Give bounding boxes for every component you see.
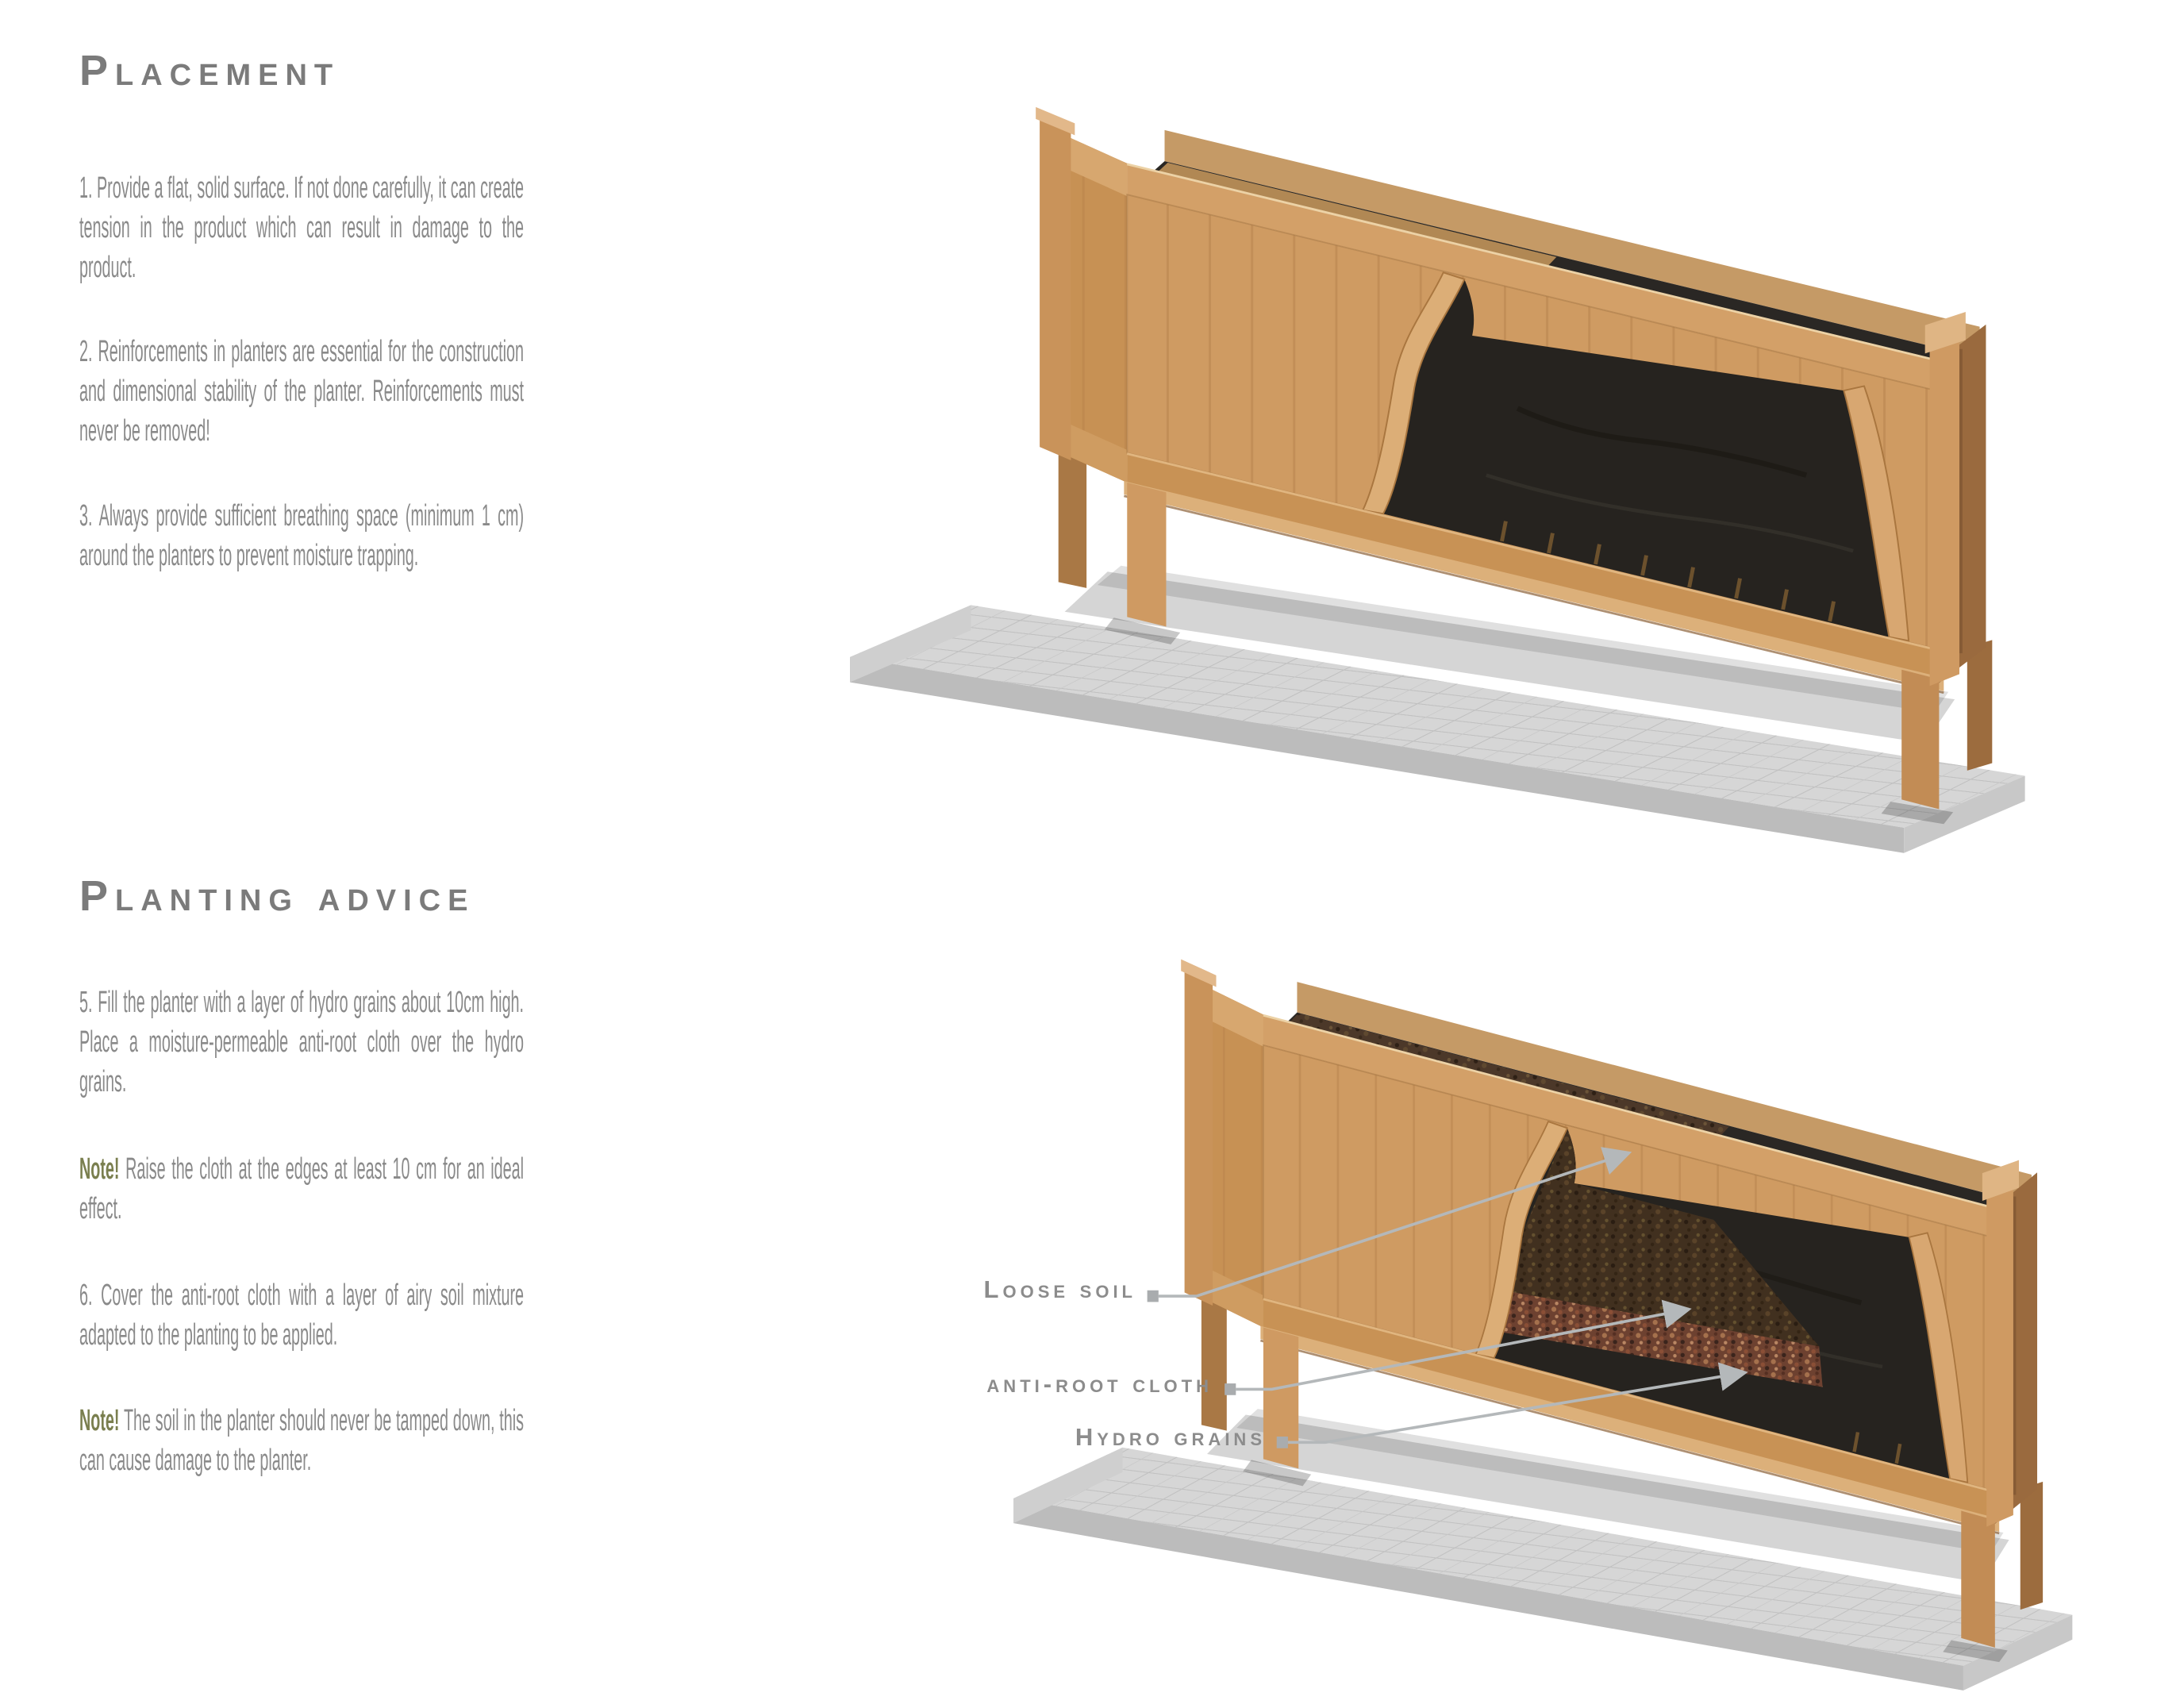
planter-figure-filled	[841, 913, 2143, 1698]
front-left-leg	[1127, 483, 1166, 626]
planter-figure-empty	[659, 60, 2103, 861]
loose-soil-marker	[1148, 1291, 1159, 1302]
placement-paragraph-3-text: 3. Always provide sufficient breathing space (minimum 1 cm) around the planters to prevent moisture trapping.	[79, 499, 525, 572]
note-text: Raise the cloth at the edges at least 10 cm for an ideal effect.	[79, 1152, 525, 1225]
planting-paragraph-6	[79, 1275, 524, 1355]
placement-paragraph-3	[79, 496, 524, 575]
placement-heading: Placement	[79, 47, 340, 94]
front-right-leg	[1901, 670, 1939, 810]
placement-paragraph-2-text: 2. Reinforcements in planters are essential for the construction and dimensional stability of the planter. Reinforcements must never be removed!	[79, 335, 525, 448]
planting-paragraph-5	[79, 983, 524, 1102]
placement-paragraph-1	[79, 168, 524, 287]
note-lead: Note!	[79, 1152, 120, 1186]
planting-note-2	[79, 1401, 524, 1480]
anti-root-cloth-marker	[1225, 1383, 1236, 1395]
hydro-grains-label: Hydro grains	[1075, 1423, 1266, 1451]
planting-paragraph-5-text: 5. Fill the planter with a layer of hydro grains about 10cm high. Place a moisture-permeable anti-root cloth over the hydro grains.	[79, 986, 525, 1098]
placement-paragraph-1-text: 1. Provide a flat, solid surface. If not done carefully, it can create tension in the product which can result in damage to the product.	[79, 171, 525, 284]
planting-paragraph-6-text: 6. Cover the anti-root cloth with a layer of airy soil mixture adapted to the planting to be applied.	[79, 1279, 525, 1352]
placement-paragraph-2	[79, 332, 524, 451]
planting-advice-heading: Planting advice	[79, 872, 475, 920]
loose-soil-label: Loose soil	[983, 1275, 1136, 1303]
hydro-grains-marker	[1277, 1437, 1288, 1448]
planting-note-1	[79, 1149, 524, 1229]
note-text: The soil in the planter should never be tamped down, this can cause damage to the planter.	[79, 1404, 525, 1477]
anti-root-cloth-label: anti-root cloth	[986, 1370, 1213, 1398]
note-lead: Note!	[79, 1404, 120, 1437]
